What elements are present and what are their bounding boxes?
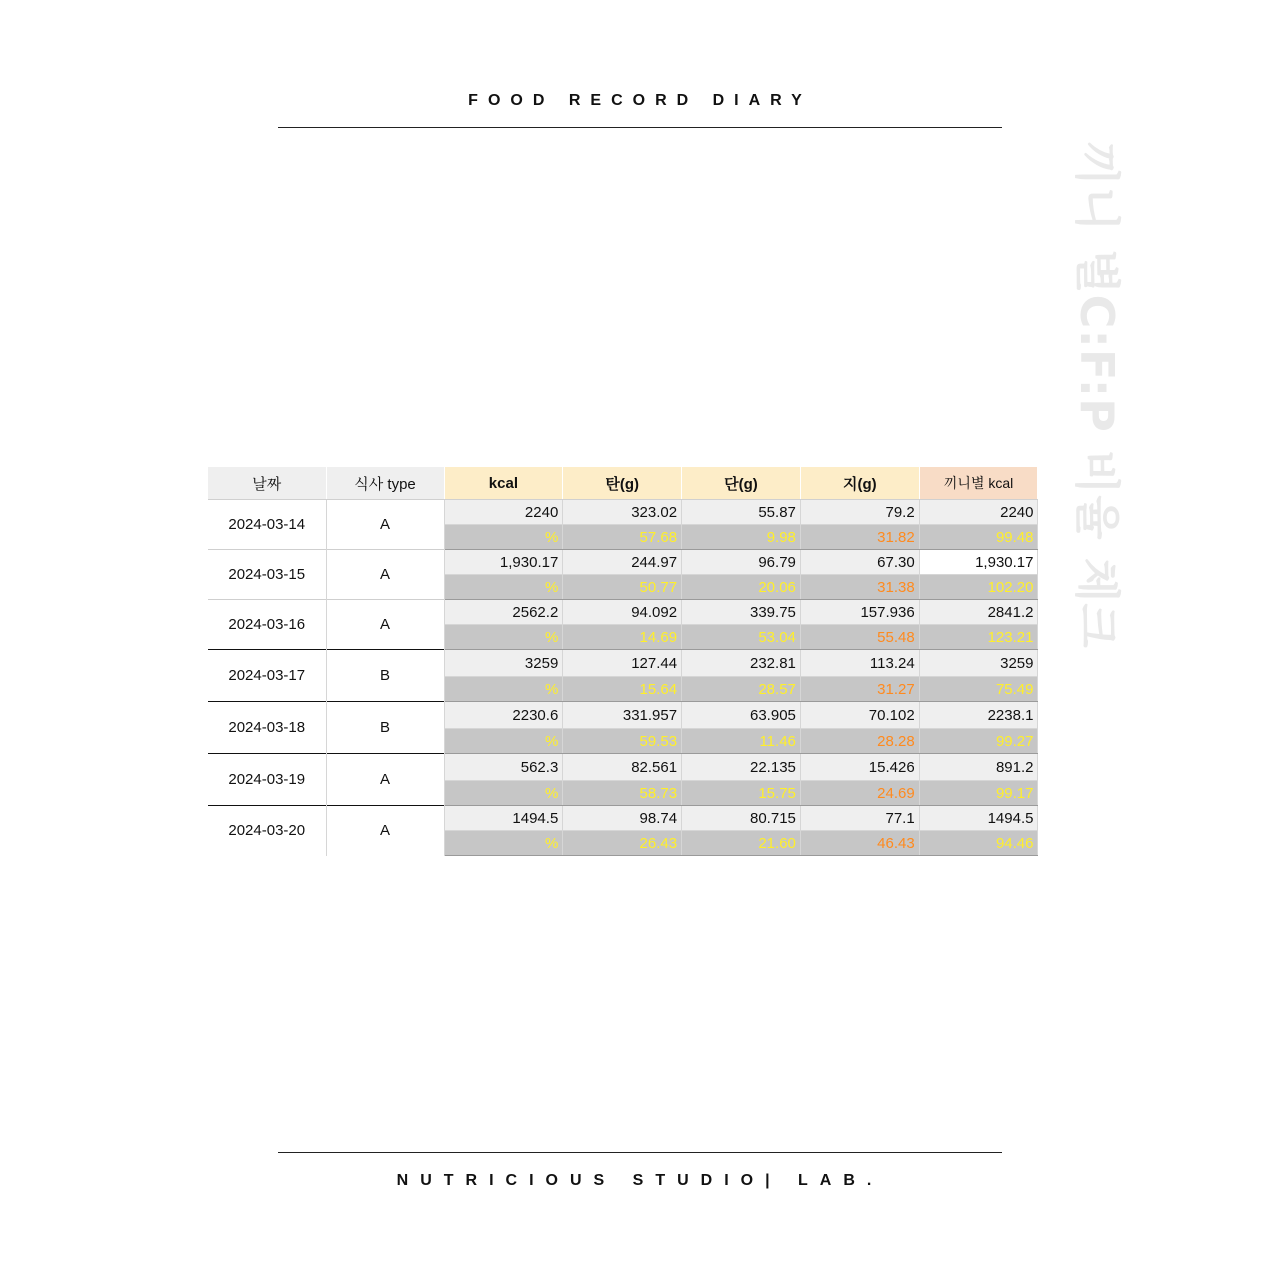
fat-value-cell: 79.2 — [800, 500, 919, 525]
kcal-value-cell: 3259 — [444, 650, 563, 677]
date-cell: 2024-03-20 — [208, 806, 326, 856]
protein-value-cell: 55.87 — [682, 500, 801, 525]
carb-percent-cell: 58.73 — [563, 781, 682, 806]
fat-percent-cell: 55.48 — [800, 625, 919, 650]
meal-kcal-value-cell: 2841.2 — [919, 600, 1038, 625]
protein-percent-cell: 53.04 — [682, 625, 801, 650]
table-row — [208, 754, 1038, 781]
kcal-value-cell: 1,930.17 — [444, 550, 563, 575]
fat-percent-cell: 28.28 — [800, 729, 919, 754]
carb-value-cell: 127.44 — [563, 650, 682, 677]
kcal-value-cell: 562.3 — [444, 754, 563, 781]
protein-percent-cell: 21.60 — [682, 831, 801, 856]
kcal-percent-cell: % — [444, 525, 563, 550]
fat-value-cell: 70.102 — [800, 702, 919, 729]
kcal-percent-cell: % — [444, 575, 563, 600]
carb-value-cell: 331.957 — [563, 702, 682, 729]
fat-percent-cell: 31.27 — [800, 677, 919, 702]
protein-percent-cell: 11.46 — [682, 729, 801, 754]
protein-value-cell: 63.905 — [682, 702, 801, 729]
table-body — [208, 500, 1038, 856]
meal-kcal-value-cell: 1494.5 — [919, 806, 1038, 831]
meal-type-cell: B — [326, 650, 444, 702]
footer-divider — [278, 1152, 1002, 1153]
meal-type-cell: A — [326, 806, 444, 856]
carb-percent-cell: 59.53 — [563, 729, 682, 754]
fat-value-cell: 113.24 — [800, 650, 919, 677]
meal-kcal-percent-cell: 99.27 — [919, 729, 1038, 754]
fat-value-cell: 15.426 — [800, 754, 919, 781]
fat-percent-cell: 31.38 — [800, 575, 919, 600]
header-date: 날짜 — [208, 467, 326, 500]
footer-title: NUTRICIOUS STUDIO| LAB. — [396, 1172, 884, 1189]
meal-kcal-value-cell: 1,930.17 — [919, 550, 1038, 575]
meal-kcal-percent-cell: 99.17 — [919, 781, 1038, 806]
carb-value-cell: 82.561 — [563, 754, 682, 781]
carb-value-cell: 94.092 — [563, 600, 682, 625]
date-cell: 2024-03-17 — [208, 650, 326, 702]
fat-percent-cell: 46.43 — [800, 831, 919, 856]
meal-kcal-percent-cell: 75.49 — [919, 677, 1038, 702]
meal-kcal-percent-cell: 99.48 — [919, 525, 1038, 550]
kcal-value-cell: 2230.6 — [444, 702, 563, 729]
meal-kcal-value-cell: 2240 — [919, 500, 1038, 525]
protein-percent-cell: 28.57 — [682, 677, 801, 702]
carb-value-cell: 244.97 — [563, 550, 682, 575]
meal-type-cell: B — [326, 702, 444, 754]
kcal-value-cell: 2562.2 — [444, 600, 563, 625]
carb-percent-cell: 14.69 — [563, 625, 682, 650]
kcal-value-cell: 2240 — [444, 500, 563, 525]
table-header-row — [208, 467, 1038, 500]
kcal-percent-cell: % — [444, 831, 563, 856]
table-row — [208, 550, 1038, 575]
protein-value-cell: 96.79 — [682, 550, 801, 575]
protein-percent-cell: 20.06 — [682, 575, 801, 600]
kcal-percent-cell: % — [444, 625, 563, 650]
fat-value-cell: 157.936 — [800, 600, 919, 625]
fat-value-cell: 77.1 — [800, 806, 919, 831]
header-meal-type: 식사 type — [326, 467, 444, 500]
header-carb: 탄(g) — [563, 467, 682, 500]
meal-type-cell: A — [326, 600, 444, 650]
meal-kcal-value-cell: 891.2 — [919, 754, 1038, 781]
header-fat: 지(g) — [800, 467, 919, 500]
table-row — [208, 500, 1038, 525]
side-title: 끼니 별C:F:P 비율 체크 — [1070, 141, 1124, 649]
carb-percent-cell: 50.77 — [563, 575, 682, 600]
protein-value-cell: 80.715 — [682, 806, 801, 831]
fat-percent-cell: 24.69 — [800, 781, 919, 806]
header-kcal: kcal — [444, 467, 563, 500]
meal-kcal-percent-cell: 123.21 — [919, 625, 1038, 650]
fat-percent-cell: 31.82 — [800, 525, 919, 550]
table-row — [208, 702, 1038, 729]
header-meal-kcal: 끼니별 kcal — [919, 467, 1038, 500]
carb-percent-cell: 57.68 — [563, 525, 682, 550]
protein-value-cell: 232.81 — [682, 650, 801, 677]
carb-value-cell: 98.74 — [563, 806, 682, 831]
page-title: FOOD RECORD DIARY — [468, 92, 812, 109]
meal-kcal-percent-cell: 94.46 — [919, 831, 1038, 856]
carb-value-cell: 323.02 — [563, 500, 682, 525]
meal-type-cell: A — [326, 550, 444, 600]
table-row — [208, 806, 1038, 831]
date-cell: 2024-03-18 — [208, 702, 326, 754]
carb-percent-cell: 26.43 — [563, 831, 682, 856]
meal-kcal-percent-cell: 102.20 — [919, 575, 1038, 600]
kcal-value-cell: 1494.5 — [444, 806, 563, 831]
protein-percent-cell: 9.98 — [682, 525, 801, 550]
protein-value-cell: 339.75 — [682, 600, 801, 625]
meal-kcal-value-cell: 2238.1 — [919, 702, 1038, 729]
date-cell: 2024-03-15 — [208, 550, 326, 600]
protein-percent-cell: 15.75 — [682, 781, 801, 806]
header-protein: 단(g) — [682, 467, 801, 500]
table-row — [208, 650, 1038, 677]
protein-value-cell: 22.135 — [682, 754, 801, 781]
header-divider — [278, 127, 1002, 128]
table-row — [208, 600, 1038, 625]
kcal-percent-cell: % — [444, 677, 563, 702]
meal-type-cell: A — [326, 500, 444, 550]
meal-kcal-value-cell: 3259 — [919, 650, 1038, 677]
fat-value-cell: 67.30 — [800, 550, 919, 575]
food-record-table — [208, 467, 1038, 856]
kcal-percent-cell: % — [444, 729, 563, 754]
carb-percent-cell: 15.64 — [563, 677, 682, 702]
date-cell: 2024-03-19 — [208, 754, 326, 806]
meal-type-cell: A — [326, 754, 444, 806]
date-cell: 2024-03-14 — [208, 500, 326, 550]
date-cell: 2024-03-16 — [208, 600, 326, 650]
kcal-percent-cell: % — [444, 781, 563, 806]
